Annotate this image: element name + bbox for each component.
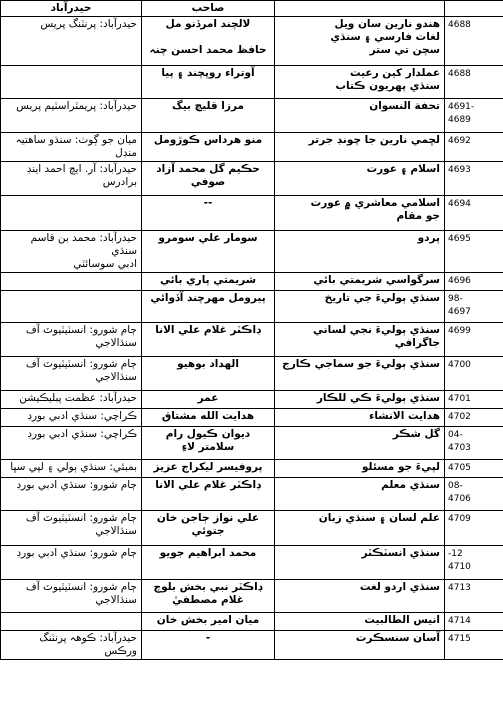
author-cell-line: هدايت الله مشتاق [161, 410, 255, 422]
catalog-row [1, 196, 503, 231]
title-cell-line: عملدار کين رعيت [350, 67, 440, 79]
entry-number-line: -12 [448, 549, 463, 559]
title-cell-line: سرگواسي شريمتي بائي [313, 274, 440, 286]
author-cell-line: - [205, 632, 211, 644]
header-author: صاحب [142, 1, 275, 17]
title-cell-line: پردو [417, 232, 440, 244]
catalog-row [1, 162, 503, 196]
entry-number-line: 4695 [448, 234, 471, 244]
title-cell-line: لڇمي نارين جا چونڊ جرتر [308, 134, 440, 146]
catalog-row [1, 17, 503, 66]
title-cell-line: سنڌي ٻوليءَ جو سماجي ڪارج [282, 358, 440, 370]
title-cell-line: سنڌي اردو لغت [359, 581, 440, 593]
entry-number-line: 4710 [448, 562, 471, 572]
title-cell-line: علم لسان ۽ سنڌي زبان [318, 512, 440, 524]
title-cell-line: اسلام ۽ عورت [366, 163, 440, 175]
title-cell-line: سنڌي ٻوليءَ ڪي للڪار [316, 392, 440, 404]
author-cell-line: آوتراء روپچند ۽ پيا [161, 67, 255, 79]
entry-number-line: 4693 [448, 165, 471, 175]
title-cell-line: تحفة النسوان [369, 100, 440, 112]
title-cell-line: جو مقام [396, 210, 440, 222]
catalog-row [1, 291, 503, 323]
publisher-cell [1, 580, 142, 613]
entry-number-line: 4699 [448, 326, 471, 336]
catalog-row [1, 273, 503, 291]
entry-number-line: 4696 [448, 276, 471, 286]
title-cell [275, 99, 445, 133]
entry-number-line: 4714 [448, 616, 471, 626]
author-cell [142, 427, 275, 460]
entry-number-line: 4691- [448, 102, 475, 112]
entry-number-line: 98- [448, 294, 463, 304]
publisher-cell [1, 231, 142, 273]
title-cell [275, 391, 445, 409]
entry-number-line: 4694 [448, 199, 471, 209]
title-cell-line: انيس الطالبيت [364, 614, 440, 626]
entry-number [445, 478, 503, 511]
entry-number [445, 17, 503, 66]
publisher-cell [1, 196, 142, 231]
publisher-cell [1, 511, 142, 546]
catalog-row [1, 133, 503, 162]
title-cell [275, 357, 445, 391]
catalog-row [1, 580, 503, 613]
publisher-cell [1, 162, 142, 196]
publisher-cell-line: سنڌالاجي [95, 371, 137, 383]
author-cell-line: محمد ابراهيم جويو [159, 547, 257, 559]
entry-number-line: 4702 [448, 412, 471, 422]
catalog-row [1, 478, 503, 511]
author-cell [142, 478, 275, 511]
author-cell-line: صوفي [190, 176, 226, 188]
author-cell-line: -- [203, 197, 213, 209]
catalog-row [1, 427, 503, 460]
author-cell-line: پروفيسر ليکراج عزيز [153, 461, 263, 473]
publisher-cell [1, 323, 142, 357]
title-cell-line: اسلامي معاشري ۾ عورت [310, 197, 440, 209]
author-cell [142, 409, 275, 427]
author-cell [142, 357, 275, 391]
publisher-cell-line: حيدرآباد: عظمت پبليڪيشن [19, 392, 137, 404]
title-cell [275, 613, 445, 631]
entry-number [445, 511, 503, 546]
catalog-row [1, 66, 503, 99]
author-cell-line: ڊاڪٽر غلام علي الانا [155, 324, 261, 336]
entry-number [445, 580, 503, 613]
title-cell [275, 291, 445, 323]
author-cell-line: لالچند امرڏنو مل [165, 18, 251, 30]
author-cell-line: غلام مصطفيٰ [172, 594, 244, 606]
header-title [275, 1, 445, 17]
author-cell-line: ڊاڪٽر غلام علي الانا [155, 479, 261, 491]
catalog-row [1, 409, 503, 427]
author-cell [142, 580, 275, 613]
author-cell-line: حڪيم گل محمد آزاد [156, 163, 260, 175]
publisher-cell [1, 66, 142, 99]
publisher-cell-line: ادبي سوسائٽي [73, 258, 137, 270]
entry-number [445, 291, 503, 323]
entry-number [445, 99, 503, 133]
title-cell [275, 323, 445, 357]
publisher-cell [1, 273, 142, 291]
title-cell [275, 580, 445, 613]
author-cell [142, 17, 275, 66]
entry-number-line: 4689 [448, 115, 471, 125]
catalog-row [1, 631, 503, 660]
author-cell [142, 460, 275, 478]
entry-number-line: 4715 [448, 634, 471, 644]
author-cell [142, 546, 275, 580]
title-cell-line: سنڌي ٻوليءَ جي تاريخ [324, 292, 440, 304]
publisher-cell [1, 631, 142, 660]
title-cell [275, 231, 445, 273]
entry-number [445, 196, 503, 231]
publisher-cell-line: سنڌالاجي [95, 525, 137, 537]
title-cell-line: گل شڪر [392, 428, 440, 440]
publisher-cell-line: ڄام شورو: انسٽيٽيوٽ آف [25, 581, 137, 593]
author-cell [142, 291, 275, 323]
catalog-row [1, 391, 503, 409]
title-cell-line: هندو نارين سان ويل [334, 18, 440, 30]
author-cell-line: ميان امير بخش خان [156, 614, 260, 626]
header-number [445, 1, 503, 17]
publisher-cell-line: حيدرآباد: ڪوهہ پرنٽنگ ورڪس [39, 632, 137, 657]
entry-number [445, 546, 503, 580]
title-cell [275, 460, 445, 478]
entry-number-line: 4703 [448, 443, 471, 453]
entry-number [445, 357, 503, 391]
header-row [1, 1, 503, 17]
entry-number [445, 133, 503, 162]
entry-number-line: 4688 [448, 69, 471, 79]
title-cell [275, 511, 445, 546]
entry-number [445, 460, 503, 478]
entry-number [445, 66, 503, 99]
author-cell-line: ديوان ڪيول رام [165, 428, 251, 440]
title-cell [275, 546, 445, 580]
author-cell [142, 99, 275, 133]
author-cell-line: علي نواز ڄاجن خان [156, 512, 260, 524]
publisher-cell-line: ڄام شورو: سنڌي ادبي بورڊ [16, 547, 137, 559]
title-cell [275, 631, 445, 660]
publisher-cell [1, 357, 142, 391]
entry-number [445, 323, 503, 357]
title-cell-line: لپيءَ جو مسئلو [361, 461, 440, 473]
title-cell [275, 162, 445, 196]
entry-number-line: 4706 [448, 494, 471, 504]
title-cell [275, 17, 445, 66]
author-cell [142, 631, 275, 660]
publisher-cell-line: ڄام شورو: سنڌي ادبي بورڊ [16, 479, 137, 491]
entry-number [445, 273, 503, 291]
publisher-cell-line: حيدرآباد: آر. ايچ احمد اينڊ برادرس [26, 163, 137, 188]
author-cell [142, 66, 275, 99]
publisher-cell-line: حيدرآباد: پرنٽنگ پريس [40, 18, 137, 30]
entry-number-line: 08- [448, 481, 463, 491]
publisher-cell-line: ڪراچي: سنڌي ادبي بورڊ [27, 428, 137, 440]
author-cell-line [146, 31, 270, 44]
author-cell [142, 323, 275, 357]
title-cell-line: سنڌي پهريون ڪتاب [335, 80, 440, 92]
entry-number-line: 4705 [448, 463, 471, 473]
entry-number-line: 4700 [448, 360, 471, 370]
author-cell [142, 273, 275, 291]
entry-number-line: 4688 [448, 20, 471, 30]
author-cell-line: شريمتي پاري بائي [159, 274, 257, 286]
title-cell-line: سنڌي معلم [381, 479, 440, 491]
entry-number-line: 4713 [448, 583, 471, 593]
publisher-cell [1, 427, 142, 460]
catalog-body [1, 1, 503, 660]
author-cell-line: سومار علي سومرو [158, 232, 258, 244]
publisher-cell-line: ڪراچي: سنڌي ادبي بورڊ [27, 410, 137, 422]
publisher-cell-line: حيدرآباد: پريمٽراسٽيم پريس [16, 100, 137, 112]
entry-number [445, 613, 503, 631]
title-cell [275, 409, 445, 427]
title-cell-line: سچن تي ستر [369, 44, 440, 56]
entry-number [445, 231, 503, 273]
publisher-cell [1, 460, 142, 478]
entry-number [445, 409, 503, 427]
entry-number-line: 4701 [448, 394, 471, 404]
title-cell-line: هدايت الانشاء [368, 410, 440, 422]
publisher-cell-line: سنڌالاجي [95, 594, 137, 606]
publisher-cell-line: بمبئي: سنڌي ٻولي ۽ لپي سڀا [10, 461, 137, 473]
author-cell [142, 231, 275, 273]
publisher-cell [1, 391, 142, 409]
publisher-cell-line: حيدرآباد: محمد بن قاسم سنڌي [30, 232, 137, 257]
author-cell [142, 391, 275, 409]
author-cell-line: ڊاڪٽر نبي بخش بلوچ [153, 581, 263, 593]
title-cell-line: آسان سنسڪرت [355, 632, 440, 644]
title-cell [275, 273, 445, 291]
author-cell-line: سلامتر لاءِ [181, 441, 235, 453]
entry-number-line: 4697 [448, 307, 471, 317]
publisher-cell-line: ڄام شورو: انسٽيٽيوٽ آف [25, 512, 137, 524]
publisher-cell-line: ڄام شورو: انسٽيٽيوٽ آف [25, 324, 137, 336]
catalog-row [1, 613, 503, 631]
catalog-row [1, 357, 503, 391]
author-cell [142, 196, 275, 231]
author-cell-line: پيرومل مهرچند آڏوائي [150, 292, 266, 304]
author-cell [142, 613, 275, 631]
author-cell-line: حافظ محمد احسن چنہ [149, 44, 267, 56]
author-cell [142, 511, 275, 546]
entry-number [445, 391, 503, 409]
author-cell-line: الهداد بوهيو [177, 358, 239, 370]
publisher-cell-line: ڄام شورو: انسٽيٽيوٽ آف [25, 358, 137, 370]
entry-number [445, 427, 503, 460]
title-cell [275, 66, 445, 99]
entry-number-line: 4709 [448, 514, 471, 524]
catalog-row [1, 323, 503, 357]
entry-number-line: 04- [448, 430, 463, 440]
publisher-cell [1, 133, 142, 162]
author-cell [142, 162, 275, 196]
author-cell-line: عمر [197, 392, 219, 404]
publisher-cell [1, 546, 142, 580]
title-cell-line: لغات فارسي ۽ سنڌي [330, 31, 440, 43]
publisher-cell [1, 478, 142, 511]
catalog-row [1, 99, 503, 133]
author-cell-line: منو هرداس ڪوڙومل [153, 134, 263, 146]
title-cell [275, 427, 445, 460]
title-cell-line: سنڌي انسٽڪٽر [361, 547, 440, 559]
header-publisher: حيدرآباد [1, 1, 142, 17]
catalog-row [1, 460, 503, 478]
publisher-cell-line: ميان جو ڳوٺ: سنڌو ساهتيہ منڊل [15, 134, 137, 159]
title-cell [275, 133, 445, 162]
publisher-cell [1, 99, 142, 133]
entry-number-line: 4692 [448, 136, 471, 146]
author-cell-line: جتوئي [191, 525, 225, 537]
title-cell [275, 478, 445, 511]
catalog-row [1, 546, 503, 580]
publisher-cell [1, 17, 142, 66]
publisher-cell [1, 613, 142, 631]
catalog-row [1, 231, 503, 273]
title-cell-line: سنڌي ٻوليءَ نجي لساني جاگرافي [313, 324, 440, 349]
publisher-cell [1, 291, 142, 323]
entry-number [445, 631, 503, 660]
author-cell [142, 133, 275, 162]
catalog-row [1, 511, 503, 546]
author-cell-line: مرزا قليچ بيگ [172, 100, 244, 112]
publisher-cell-line: سنڌالاجي [95, 337, 137, 349]
title-cell [275, 196, 445, 231]
entry-number [445, 162, 503, 196]
publisher-cell [1, 409, 142, 427]
